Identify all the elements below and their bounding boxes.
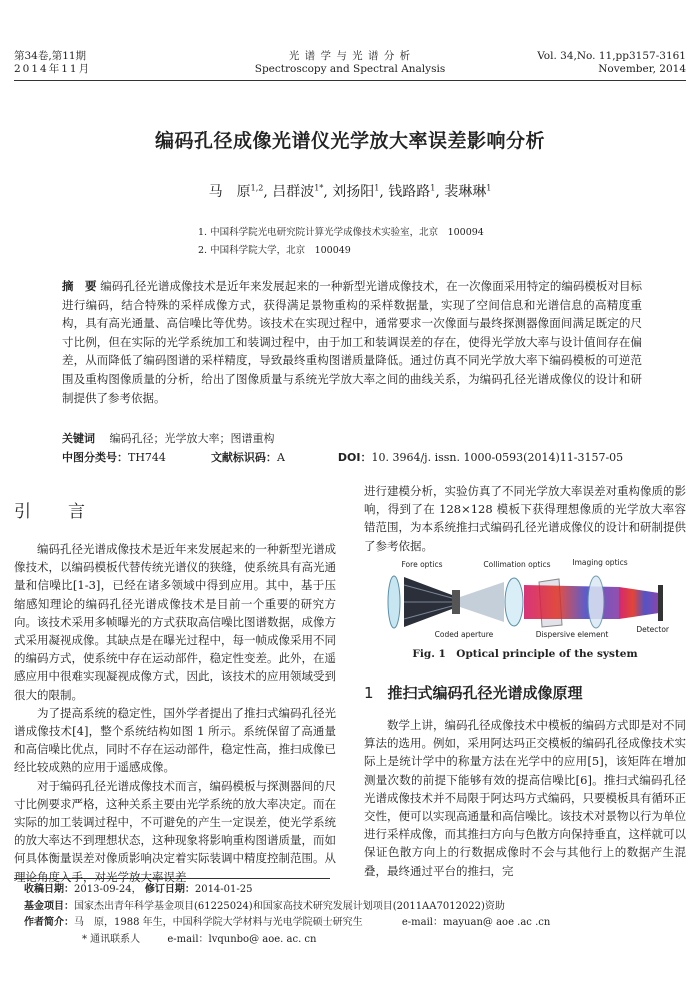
author-list: 马 原$^{1,2}$, 吕群波$^{1*}$, 刘扬阳$^1$, 钱路路$^1$, 裴琳琳$^1$: [208, 183, 492, 200]
left-column-body: [14, 540, 336, 886]
coded-aperture-label: Coded aperture: [434, 630, 494, 639]
bio-label: 作者简介：: [24, 917, 74, 928]
journal-volume: [14, 50, 91, 76]
keywords-text: 编码孔径；光学放大率；图谱重构: [109, 432, 275, 445]
coded-aperture-icon: [452, 590, 460, 614]
abstract-text: 编码孔径光谱成像技术是近年来发展起来的一种新型光谱成像技术，在一次像面采用特定的编码模板对目标进行编码，结合特殊的采样成像方式，获得满足景物重构的采样数据量，实现了空间信息和光谱信息的高精度重构，具有高光通量、高信噪比等优势。该技术在实现过程中，通常要求一次像面与最终探测器像面间满足既定的尺寸比例，但在实际的光学系统加工和装调过程中，由于加工和装调误差的存在，使得光学放大率与设计值间存在偏差，从而降低了编码图谱的采样精度，导致最终重构图谱质量降低。通过仿真不同光学放大率下编码模板的可逆范围及重构图像质量的分析，给出了图像质量与系统光学放大率之间的曲线关系，为编码孔径光谱成像仪的设计和研制提供了参考依据。: [62, 279, 643, 405]
footnote-correspondence: [24, 932, 686, 949]
keywords: [62, 430, 275, 446]
classification-line: [62, 449, 642, 465]
fund-label: 基金项目：: [24, 900, 74, 912]
paragraph: 进行建模分析，实验仿真了不同光学放大率误差对重构像质的影响，得到了在 128×128 模板下获得理想像质的光学放大率容错范围，为本系统推扫式编码孔径光谱成像仪的设计和研制提供了参考依据。: [364, 484, 686, 553]
collimation-lens-icon: [505, 578, 523, 626]
affiliation-1: 1. 中国科学院光电研究院计算光学成像技术实验室，北京 100094: [198, 227, 484, 238]
affiliation-2: 2. 中国科学院大学，北京 100049: [198, 245, 351, 256]
publication-date: 2014年11月: [14, 63, 92, 75]
paragraph: 对于编码孔径光谱成像技术而言，编码模板与探测器间的尺寸比例要求严格，这种关系主要由光学系统的放大率决定。而在实际的加工装调过程中，不可避免的产生一定误差，使光学系统的放大率达不到理想状态，这种现象将影响重构图谱质量，而如何具体衡量误差对像质影响决定着实际装调中精度控制范围。从理论角度入手，对光学放大率误差: [14, 778, 336, 884]
imaging-optics-label: Imaging optics: [572, 558, 628, 567]
doc-code-label: 文献标识码：: [210, 451, 277, 464]
abstract: [62, 277, 642, 407]
section-title: 推扫式编码孔径光谱成像原理: [387, 684, 583, 702]
optical-system-figure: [364, 557, 686, 641]
fore-optics-rays: [404, 577, 452, 627]
journal-name-en: Spectroscopy and Spectral Analysis: [254, 63, 446, 75]
volume-pages: Vol. 34,No. 11,pp3157-3161: [537, 50, 686, 62]
paragraph: 为了提高系统的稳定性，国外学者提出了推扫式编码孔径光谱成像技术[4]，整个系统结构如图 1 所示。系统保留了高通量和高信噪比优点，同时不存在运动部件，稳定性高，推扫成像已经比较成熟的应用于遥感成像。: [14, 705, 336, 775]
journal-citation: [537, 50, 686, 76]
author-name: 马 原: [208, 184, 251, 200]
author-affil-mark: 1*: [314, 183, 324, 193]
month-year: November, 2014: [598, 63, 686, 75]
dispersed-spectrum: [524, 585, 619, 619]
section-heading-intro: 引 言: [14, 502, 95, 522]
corr-label: * 通讯联系人: [82, 933, 141, 945]
fund-text: 国家杰出青年科学基金项目(61225024)和国家高技术研究发展计划项目(2011AA7012022)资助: [74, 900, 505, 912]
detector-icon: [658, 585, 663, 621]
doi-label: DOI：: [337, 451, 372, 464]
paragraph: 编码孔径光谱成像技术是近年来发展起来的一种新型光谱成像技术，以编码模板代替传统光谱仪的狭缝，使系统具有高光通量和信噪比[1-3]，已经在诸多领域中得到应用。其中，基于压缩感知理论的编码孔径光谱成像技术是目前一个重要的研究方向。该技术采用多帧曝光的方式获取高信噪比图谱数据，成像方式采用凝视成像。其缺点是在曝光过程中，每一帧成像采用不同的编码方式，使系统中存在运动部件，稳定性变差。此外，在遥感应用中很难实现凝视成像方式，因此，该技术的应用领域受到很大的限制。: [14, 542, 336, 702]
header-rule: [14, 80, 686, 81]
collimation-optics-label: Collimation optics: [483, 560, 551, 569]
revised-date: 2014-01-25: [194, 884, 253, 895]
footnote-rule: [14, 878, 330, 879]
author-affil-mark: 1: [430, 183, 436, 193]
doc-code-value: A: [276, 451, 285, 464]
author-affil-mark: 1,2: [250, 183, 264, 193]
doi-value: 10. 3964/j. issn. 1000-0593(2014)11-3157-05: [371, 451, 624, 464]
author-name: 刘扬阳: [332, 184, 375, 200]
imaging-lens-icon: [588, 576, 604, 628]
footnotes: [24, 882, 686, 948]
volume-issue: 第34卷,第11期: [14, 50, 87, 62]
author-name: 吕群波: [272, 184, 315, 200]
dispersive-element-label: Dispersive element: [535, 630, 609, 639]
author-name: 钱路路: [388, 184, 431, 200]
collimation-rays: [460, 582, 504, 622]
paper-title: 编码孔径成像光谱仪光学放大率误差影响分析: [154, 130, 545, 152]
author-name: 裴琳琳: [444, 184, 487, 200]
author-affil-mark: 1: [486, 183, 492, 193]
clc-label: 中图分类号：: [62, 451, 128, 464]
footnote-fund: [24, 899, 686, 916]
section-number: 1: [364, 684, 374, 702]
bio-text: 马 原，1988 年生，中国科学院大学材料与光电学院硕士研究生: [74, 917, 363, 928]
journal-name-cn: 光 谱 学 与 光 谱 分 析: [288, 50, 412, 62]
paragraph: 数学上讲，编码孔径成像技术中模板的编码方式即是对不同算法的选用。例如，采用阿达玛正交模板的编码孔径成像技术实际上是统计学中的称量方法在光学中的应用[5]，该矩阵在增加测量次数的前提下能够有效的提高信噪比[6]。推扫式编码孔径光谱成像技术并不局限于阿达玛方式编码，只要模板具有循环正交性，便可以实现高通量和高信噪比。该技术对景物以行为单位进行采样成像，而其推扫方向与色散方向保持垂直，这样就可以保证色散方向上的行数据成像时不会与其他行上的数据产生混叠，最终通过平台的推扫，完: [364, 718, 686, 878]
received-date: 2013-09-24: [74, 884, 132, 895]
footnote-dates: 收稿日期：2013-09-24， 修订日期：2014-01-25: [24, 884, 253, 895]
fore-optics-label: Fore optics: [401, 560, 443, 569]
revised-label: 修订日期：: [144, 884, 195, 895]
corr-email: e-mail：lvqunbo@ aoe. ac. cn: [167, 933, 317, 945]
figure-caption: Fig. 1 Optical principle of the system: [412, 648, 638, 660]
detector-label: Detector: [636, 625, 669, 634]
bio-email: e-mail：mayuan@ aoe .ac .cn: [401, 917, 551, 928]
journal-name: [220, 50, 480, 76]
clc-value: TH744: [128, 451, 166, 464]
footnote-bio: [24, 915, 686, 932]
section-1-body: [364, 716, 686, 880]
keywords-label: 关键词: [62, 432, 95, 445]
section-heading-1: [364, 682, 583, 703]
received-label: 收稿日期：: [24, 884, 74, 895]
right-column-intro: [364, 482, 686, 555]
author-affil-mark: 1: [374, 183, 380, 193]
abstract-label: 摘 要: [62, 279, 97, 293]
fore-lens-icon: [388, 576, 400, 628]
